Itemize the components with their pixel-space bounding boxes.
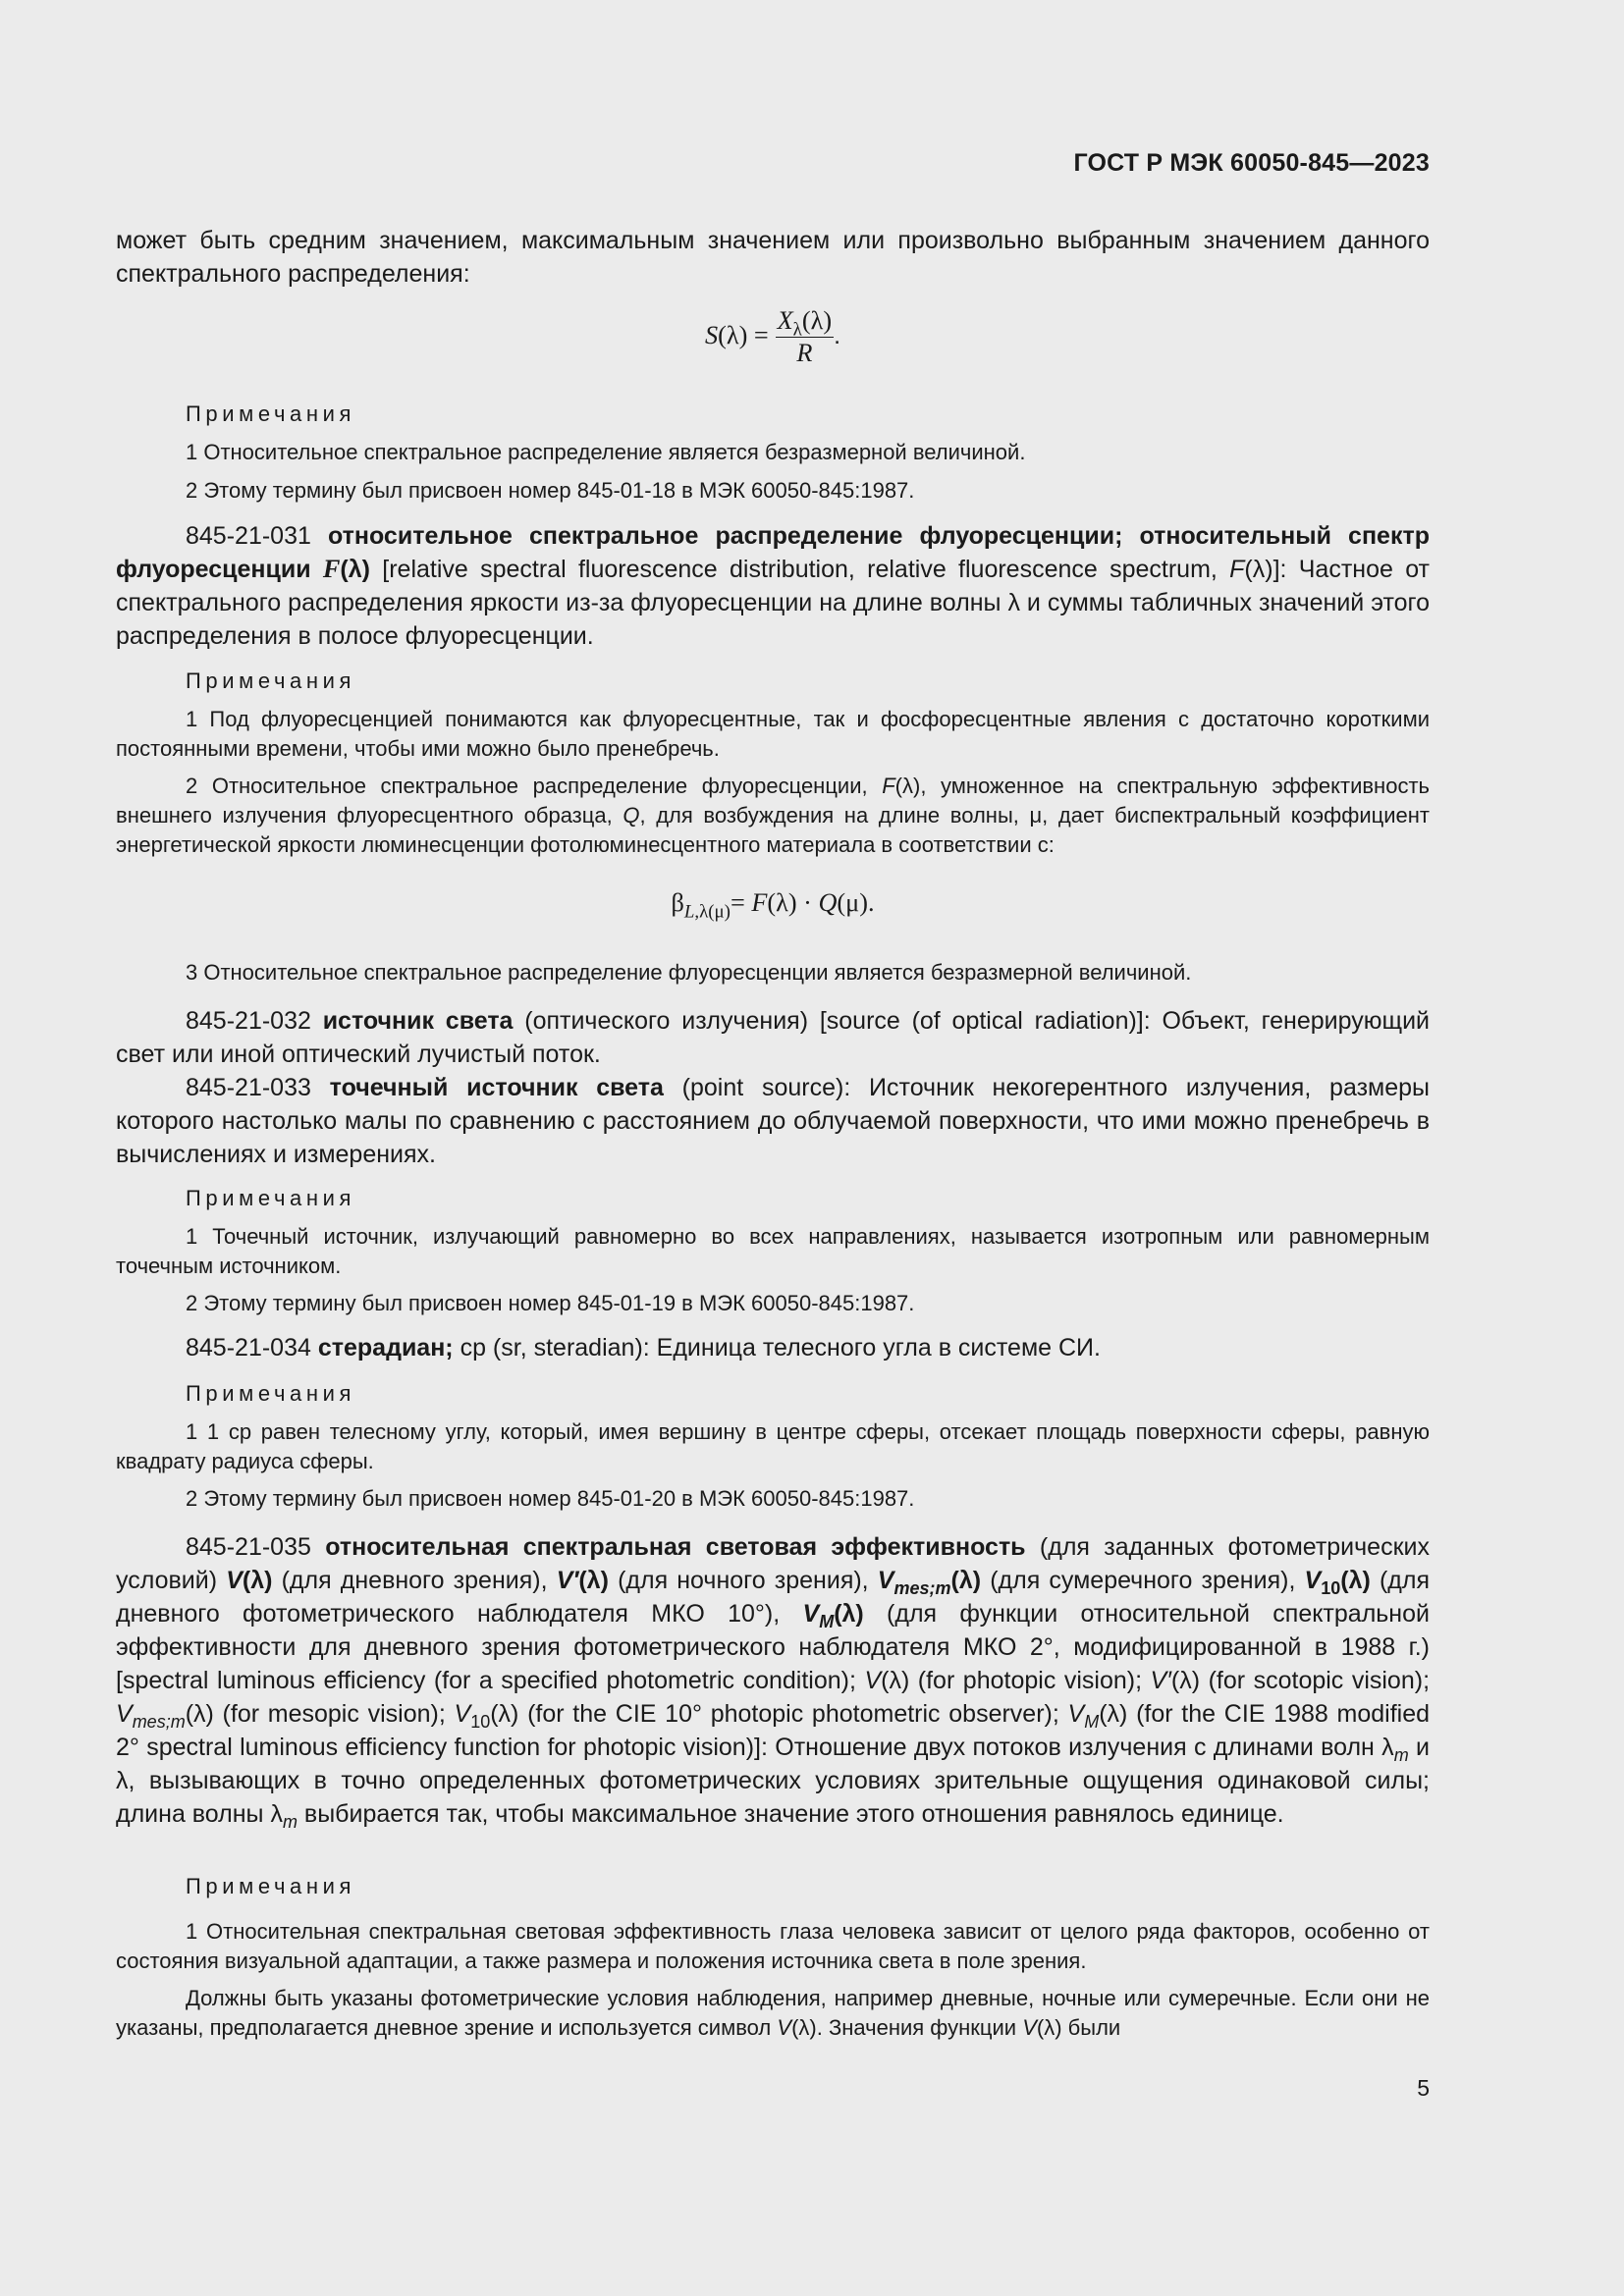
term-845-21-035	[116, 1530, 1430, 1831]
notes-label: Примечания	[186, 1381, 356, 1406]
note-031-3	[116, 958, 1430, 988]
term-definition: 845-21-032 источник света (оптического излучения) [source (of optical radiation)]: Объект, генерирующий свет или иной оптический лучистый поток.	[116, 1007, 1430, 1068]
document-code-header: ГОСТ Р МЭК 60050-845—2023	[1073, 149, 1430, 177]
intro-text: может быть средним значением, максимальным значением или произвольно выбранным значением данного спектрального распределения:	[116, 227, 1430, 288]
term-845-21-032	[116, 1004, 1430, 1071]
note-item: 2 Относительное спектральное распределение флуоресценции, F(λ), умноженное на спектральную эффективность внешнего излучения флуоресцентного образца, Q, для возбуждения на длине волны, μ, дает биспектральный коэффициент энергетической яркости люминесценции фотолюминесцентного материала в соответствии с:	[116, 774, 1430, 857]
note-item: 2 Этому термину был присвоен номер 845-01-19 в МЭК 60050-845:1987.	[186, 1291, 915, 1315]
term-845-21-031	[116, 519, 1430, 653]
term-definition: 845-21-031 относительное спектральное распределение флуоресценции; относительный спектр флуоресценции F(λ) [relative spectral fluorescence distribution, relative fluorescence spectrum, F(λ)]: Частное от спектрального распределения яркости из-за флуоресценции на длине волны λ и суммы табличных значений этого распределения в полосе флуоресценции.	[116, 522, 1430, 650]
note-item: 1 Относительное спектральное распределение является безразмерной величиной.	[186, 440, 1026, 464]
notes-label: Примечания	[186, 401, 356, 426]
formula-denominator: R	[796, 339, 813, 367]
notes-block-031	[116, 667, 1430, 860]
formula-fraction	[776, 306, 834, 368]
term-definition: 845-21-034 стерадиан; ср (sr, steradian): Единица телесного угла в системе СИ.	[186, 1334, 1101, 1362]
note-item: 1 Точечный источник, излучающий равномерно во всех направлениях, называется изотропным или равномерным точечным источником.	[116, 1224, 1430, 1278]
notes-block-034	[116, 1379, 1430, 1514]
formula-beta: $\beta_{L,\lambda(\mu)}= F(\lambda) \cdot Q(\mu)$.	[671, 888, 875, 923]
formula-lhs: S(λ) =	[704, 321, 769, 350]
notes-block-1	[116, 400, 1430, 506]
formula-s-lambda: S(λ) = $\frac{X_\lambda(\lambda)}{R}$ .	[704, 306, 841, 367]
term-845-21-034	[116, 1331, 1430, 1364]
notes-block-035	[116, 1872, 1430, 2043]
term-name: относительное спектральное распределение флуоресценции; относительный спектр флуоресценции	[116, 522, 1430, 583]
note-item: 2 Этому термину был присвоен номер 845-01-18 в МЭК 60050-845:1987.	[186, 478, 915, 503]
page-number: 5	[1417, 2075, 1430, 2101]
term-845-21-033	[116, 1071, 1430, 1171]
note-item: Должны быть указаны фотометрические условия наблюдения, например дневные, ночные или сумеречные. Если они не указаны, предполагается дневное зрение и используется символ V(λ). Значения функции V(λ) были	[116, 1986, 1430, 2040]
intro-section	[116, 224, 1430, 291]
notes-label: Примечания	[186, 1874, 356, 1898]
notes-label: Примечания	[186, 1186, 356, 1210]
note-item: 1 1 ср равен телесному углу, который, имея вершину в центре сферы, отсекает площадь поверхности сферы, равную квадрату радиуса сферы.	[116, 1419, 1430, 1473]
note-item: 1 Под флуоресценцией понимаются как флуоресцентные, так и фосфоресцентные явления с достаточно короткими постоянными времени, чтобы ими можно было пренебречь.	[116, 707, 1430, 761]
term-number: 845-21-031	[186, 522, 311, 550]
notes-label: Примечания	[186, 668, 356, 693]
note-item: 3 Относительное спектральное распределение флуоресценции является безразмерной величиной.	[186, 960, 1192, 985]
note-item: 2 Этому термину был присвоен номер 845-01-20 в МЭК 60050-845:1987.	[186, 1486, 915, 1511]
term-definition: 845-21-033 точечный источник света (point source): Источник некогерентного излучения, размеры которого настолько малы по сравнению с расстоянием до облучаемой поверхности, что ими можно пренебречь в вычислениях и измерениях.	[116, 1074, 1431, 1168]
term-definition: 845-21-035 относительная спектральная световая эффективность (для заданных фотометрических условий) V(λ) (для дневного зрения), V′(λ) (для ночного зрения), $V_{mes;m}(\lambda)$ (для сумеречного зрения), $V_{10}(\lambda)$ (для дневного фотометрического наблюдателя МКО 10°), $V_M(\lambda)$ (для функции относительной спектральной эффективности для дневного зрения фотометрического наблюдателя МКО 2°, модифицированной в 1988 г.) [spectral luminous efficiency (for a specified photometric condition); V(λ) (for photopic vision); V′(λ) (for scotopic vision); $V_{mes;m}(\lambda)$ (for mesopic vision); $V_{10}(\lambda)$ (for the CIE 10° photopic photometric observer); $V_M(\lambda)$ (for the CIE 1988 modified 2° spectral luminous efficiency function for photopic vision)]: Отношение двух потоков излучения с длинами волн $\lambda_m$ и λ, вызывающих в точно определенных фотометрических условиях зрительные ощущения одинаковой силы; длина волны $\lambda_m$ выбирается так, чтобы максимальное значение этого отношения равнялось единице.	[116, 1533, 1431, 1832]
formula-numerator: $X_\lambda(\lambda)$	[777, 306, 833, 341]
notes-block-033	[116, 1184, 1430, 1318]
note-item: 1 Относительная спектральная световая эффективность глаза человека зависит от целого ряда факторов, особенно от состояния визуальной адаптации, а также размера и положения источника света в поле зрения.	[116, 1919, 1430, 1973]
